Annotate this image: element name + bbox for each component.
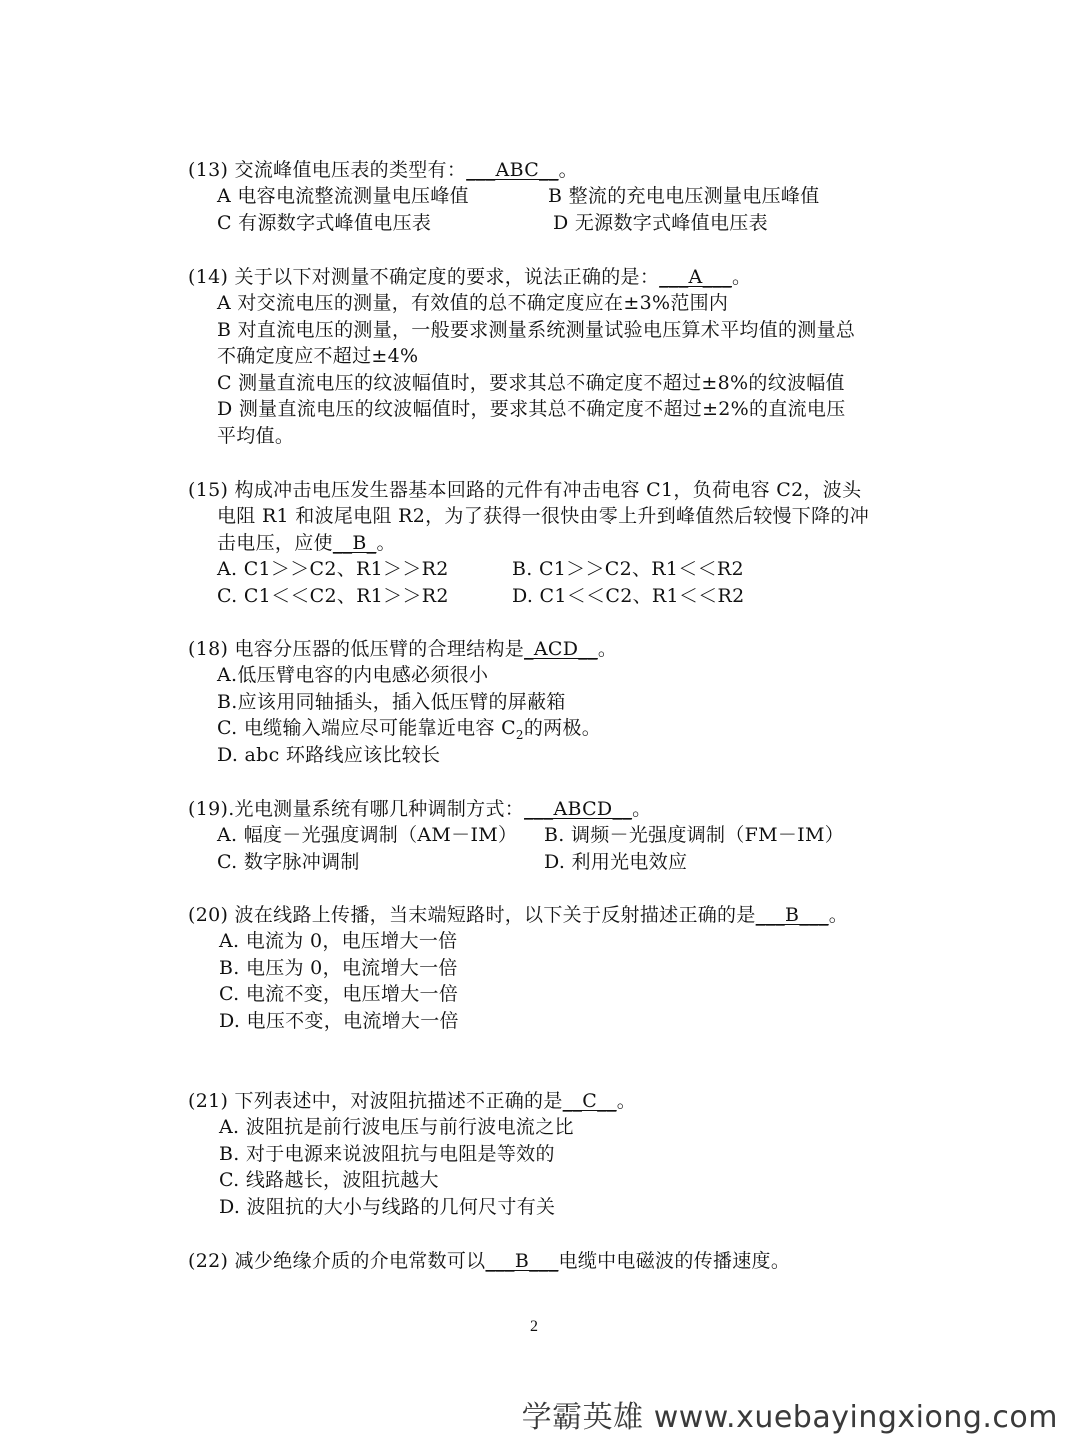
option-14c: C 测量直流电压的纹波幅值时，要求其总不确定度不超过±8%的纹波幅值: [217, 372, 845, 394]
option-15d: D. C1＜＜C2、R1＜＜R2: [512, 585, 745, 607]
answer-21: __C__: [562, 1090, 617, 1112]
option-13a: A 电容电流整流测量电压峰值: [217, 185, 469, 207]
answer-13: ___ABC__: [466, 159, 559, 181]
option-13c: C 有源数字式峰值电压表: [217, 212, 432, 234]
option-14d: D 测量直流电压的纹波幅值时，要求其总不确定度不超过±2%的直流电压: [217, 398, 846, 420]
option-15a: A. C1＞＞C2、R1＞＞R2: [217, 558, 449, 580]
option-21a: A. 波阻抗是前行波电压与前行波电流之比: [219, 1116, 574, 1138]
page-number: 2: [530, 1318, 538, 1335]
answer-19: ___ABCD__: [524, 798, 633, 820]
question-22: (22) 减少绝缘介质的介电常数可以___B___电缆中电磁波的传播速度。: [188, 1250, 791, 1272]
option-20a: A. 电流为 0，电压增大一倍: [219, 930, 458, 952]
option-20b: B. 电压为 0，电流增大一倍: [219, 957, 458, 979]
option-18c: C. 电缆输入端应尽可能靠近电容 $C_2$的两极。: [217, 717, 602, 742]
option-13b: B 整流的充电电压测量电压峰值: [548, 185, 820, 207]
answer-14: ___A___: [659, 266, 732, 288]
option-20c: C. 电流不变，电压增大一倍: [219, 983, 459, 1005]
answer-22: ___B___: [485, 1250, 559, 1272]
option-21c: C. 线路越长，波阻抗越大: [219, 1169, 439, 1191]
question-21: (21) 下列表述中，对波阻抗描述不正确的是__C__。: [188, 1090, 637, 1112]
option-19c: C. 数字脉冲调制: [217, 851, 360, 873]
option-13d: D 无源数字式峰值电压表: [553, 212, 768, 234]
option-14b: B 对直流电压的测量，一般要求测量系统测量试验电压算术平均值的测量总: [217, 319, 856, 341]
question-18: (18) 电容分压器的低压臂的合理结构是_ACD__。: [188, 638, 618, 660]
question-20: (20) 波在线路上传播，当末端短路时，以下关于反射描述正确的是___B___。: [188, 904, 849, 926]
option-14a: A 对交流电压的测量，有效值的总不确定度应在±3%范围内: [217, 292, 729, 314]
question-15: (15) 构成冲击电压发生器基本回路的元件有冲击电容 C1，负荷电容 C2，波头: [188, 479, 862, 501]
question-15-line3: 击电压，应使__B_。: [217, 532, 396, 554]
option-20d: D. 电压不变，电流增大一倍: [219, 1010, 459, 1032]
question-14: (14) 关于以下对测量不确定度的要求，说法正确的是：___A___。: [188, 266, 752, 288]
option-19d: D. 利用光电效应: [544, 851, 688, 873]
option-15c: C. C1＜＜C2、R1＞＞R2: [217, 585, 449, 607]
option-14d-cont: 平均值。: [217, 425, 295, 447]
question-13: (13) 交流峰值电压表的类型有：___ABC__。: [188, 159, 578, 181]
option-18b: B.应该用同轴插头，插入低压臂的屏蔽箱: [217, 691, 566, 713]
answer-20: ___B___: [755, 904, 829, 926]
question-15-line2: 电阻 R1 和波尾电阻 R2，为了获得一很快由零上升到峰值然后较慢下降的冲: [217, 505, 870, 527]
watermark: 学霸英雄 www.xuebayingxiong.com: [521, 1400, 1058, 1435]
option-19a: A. 幅度－光强度调制（AM－IM）: [217, 824, 518, 846]
option-14b-cont: 不确定度应不超过±4%: [217, 345, 419, 367]
option-21d: D. 波阻抗的大小与线路的几何尺寸有关: [219, 1196, 556, 1218]
option-19b: B. 调频－光强度调制（FM－IM）: [544, 824, 845, 846]
answer-18: _ACD__: [524, 638, 598, 660]
option-21b: B. 对于电源来说波阻抗与电阻是等效的: [219, 1143, 555, 1165]
question-19: (19).光电测量系统有哪几种调制方式：___ABCD__。: [188, 798, 652, 820]
option-15b: B. C1＞＞C2、R1＜＜R2: [512, 558, 744, 580]
option-18a: A.低压臂电容的内电感必须很小: [217, 664, 489, 686]
answer-15: __B_: [332, 532, 377, 554]
option-18d: D. abc 环路线应该比较长: [217, 744, 441, 766]
